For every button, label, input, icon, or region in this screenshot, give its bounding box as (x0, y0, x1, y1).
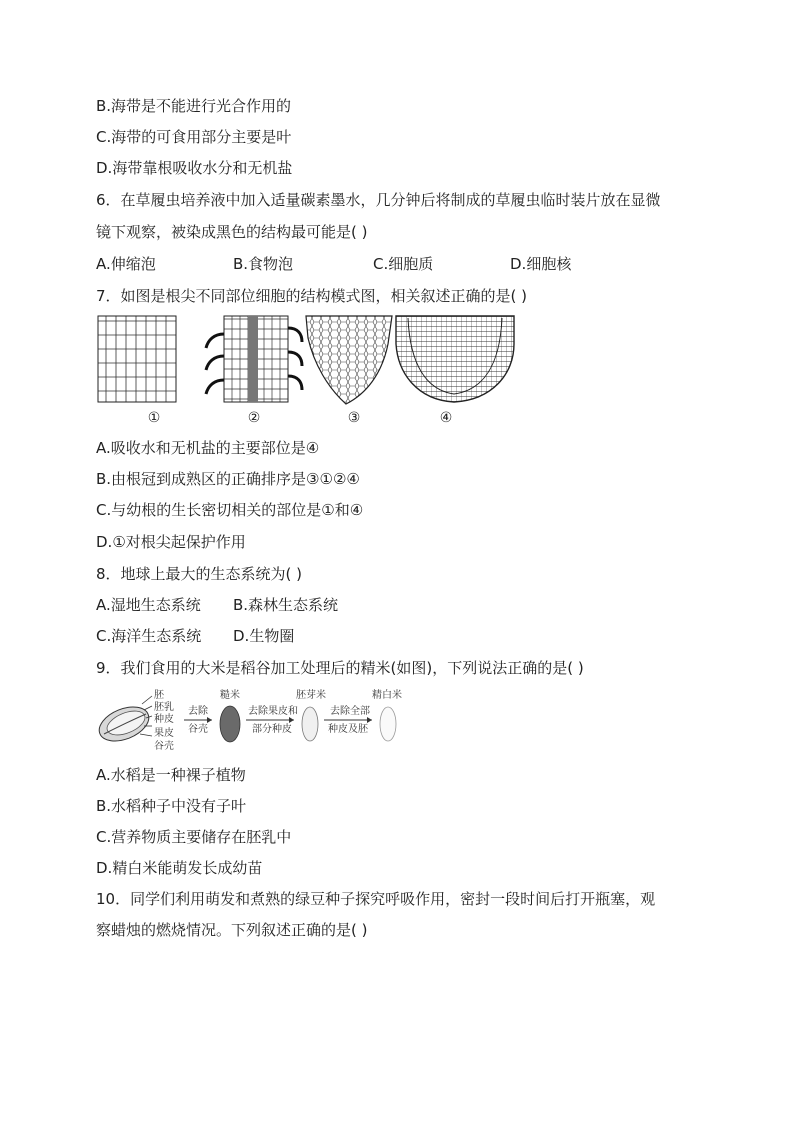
stage1-label: 糙米 (220, 690, 240, 701)
q7-caption-2: ② (247, 410, 261, 426)
part-endosperm: 胚乳 (154, 702, 174, 713)
q8-option-b: B.森林生态系统 (233, 596, 339, 614)
q7-option-c: C.与幼根的生长密切相关的部位是①和④ (96, 501, 364, 519)
step3-line1: 去除全部 (330, 706, 370, 717)
brown-rice-grain (220, 706, 240, 742)
q8-options-row1 (96, 595, 496, 615)
q6-option-c: C.细胞质 (373, 255, 434, 273)
stage3-label: 精白米 (372, 690, 402, 701)
q8-stem: 8．地球上最大的生态系统为( ) (96, 565, 303, 583)
q6-option-d: D.细胞核 (510, 255, 572, 273)
q7-option-b: B.由根冠到成熟区的正确排序是③①②④ (96, 470, 360, 488)
rice-grain-cross-section (96, 696, 154, 748)
germ-rice-grain (302, 707, 318, 741)
q7-caption-1: ① (147, 410, 161, 426)
q5-option-b: B.海带是不能进行光合作用的 (96, 97, 292, 115)
q6-stem-line1: 6．在草履虫培养液中加入适量碳素墨水，几分钟后将制成的草履虫临时装片放在显微 (96, 191, 661, 209)
q9-option-b: B.水稻种子中没有子叶 (96, 797, 247, 815)
q8-option-c: C.海洋生态系统 (96, 627, 202, 645)
q8-option-d: D.生物圈 (233, 627, 295, 645)
q7-stem: 7．如图是根尖不同部位细胞的结构模式图，相关叙述正确的是( ) (96, 287, 528, 305)
rice-processing-drawing (96, 688, 406, 756)
step2-line1: 去除果皮和 (248, 706, 298, 717)
step1-line2: 谷壳 (188, 724, 208, 735)
cell-region-1 (98, 316, 176, 402)
cell-region-4 (396, 316, 514, 402)
q6-option-b: B.食物泡 (233, 255, 294, 273)
q9-stem: 9．我们食用的大米是稻谷加工处理后的精米(如图)，下列说法正确的是( ) (96, 659, 584, 677)
q7-caption-4: ④ (439, 410, 453, 426)
step1-line1: 去除 (188, 706, 208, 717)
part-embryo: 胚 (154, 690, 164, 701)
q7-option-a: A.吸收水和无机盐的主要部位是④ (96, 439, 320, 457)
root-tip-cells-figure (96, 314, 516, 406)
q8-options-row2 (96, 626, 496, 646)
q5-option-d: D.海带靠根吸收水分和无机盐 (96, 159, 293, 177)
q9-option-c: C.营养物质主要储存在胚乳中 (96, 828, 292, 846)
q8-option-a: A.湿地生态系统 (96, 596, 201, 614)
cell-region-3 (306, 316, 392, 404)
q6-option-a: A.伸缩泡 (96, 255, 156, 273)
stage2-label: 胚芽米 (296, 690, 326, 701)
step3-line2: 种皮及胚 (328, 724, 368, 735)
q10-stem-line2: 察蜡烛的燃烧情况。下列叙述正确的是( ) (96, 921, 368, 939)
rice-processing-figure (96, 688, 406, 756)
part-husk: 谷壳 (154, 741, 174, 752)
q5-option-c: C.海带的可食用部分主要是叶 (96, 128, 292, 146)
q6-stem-line2: 镜下观察，被染成黑色的结构最可能是( ) (96, 223, 368, 241)
q9-option-d: D.精白米能萌发长成幼苗 (96, 859, 263, 877)
q6-options (96, 254, 696, 274)
q7-option-d: D.①对根尖起保护作用 (96, 533, 246, 551)
step2-line2: 部分种皮 (252, 724, 292, 735)
q7-caption-3: ③ (347, 410, 361, 426)
q9-option-a: A.水稻是一种裸子植物 (96, 766, 246, 784)
part-pericarp: 果皮 (154, 728, 174, 739)
part-seed-coat: 种皮 (154, 714, 174, 725)
white-rice-grain (380, 707, 396, 741)
cell-region-2 (206, 316, 302, 402)
q10-stem-line1: 10．同学们利用萌发和煮熟的绿豆种子探究呼吸作用，密封一段时间后打开瓶塞，观 (96, 890, 656, 908)
